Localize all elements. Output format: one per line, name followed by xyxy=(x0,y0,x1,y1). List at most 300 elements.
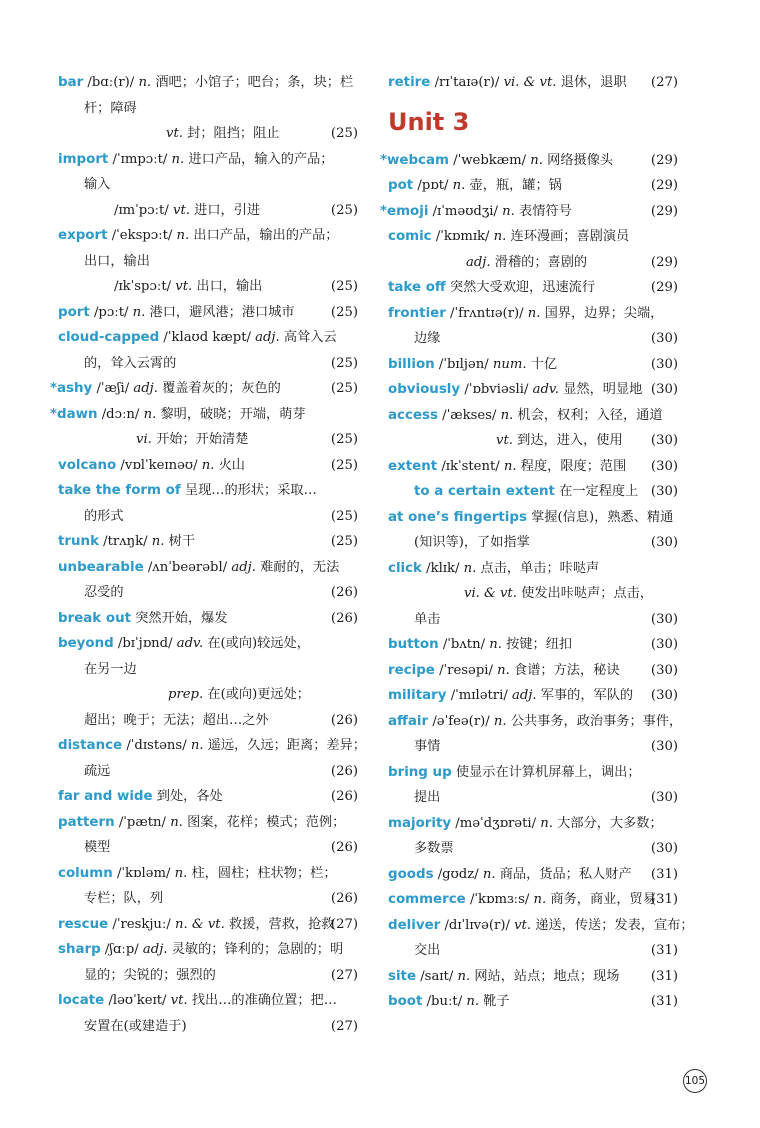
pronunciation: 呈现…的形状；采取… xyxy=(180,483,317,498)
headword: import xyxy=(58,151,109,167)
definition: 在(或向)更远处； xyxy=(203,687,310,702)
pronunciation: /məˈdʒɒrəti/ xyxy=(451,815,541,831)
part-of-speech: n. xyxy=(503,458,517,474)
pronunciation: /ləʊˈkeɪt/ xyxy=(104,993,171,1008)
definition-continued: 的，耸入云霄的 xyxy=(84,355,177,371)
vocab-line xyxy=(58,70,358,96)
part-of-speech: num. xyxy=(492,356,527,372)
definition: 在(或向)较远处， xyxy=(203,636,310,651)
definition: 港口，避风港；港口城市 xyxy=(145,304,295,320)
headword: rescue xyxy=(58,916,109,932)
pronunciation: /ˈkɒmɜːs/ xyxy=(465,892,534,907)
page-reference: (26) xyxy=(330,585,358,600)
vocab-line xyxy=(58,504,358,530)
pronunciation: /buːt/ xyxy=(422,994,467,1009)
part-of-speech: adj. xyxy=(511,688,537,703)
headword: click xyxy=(388,560,422,576)
page-reference: (29) xyxy=(650,203,678,219)
definition: 网络摄像头 xyxy=(542,152,614,168)
page-reference: (31) xyxy=(650,994,678,1009)
definition-continued: 超出；晚于；无法；超出…之外 xyxy=(84,712,269,728)
definition: 壶，瓶，罐；锅 xyxy=(465,178,562,193)
definition: 黎明，破晓；开端，萌芽 xyxy=(156,406,306,422)
definition: 商务，商业，贸易 xyxy=(546,892,656,907)
part-of-speech: n. xyxy=(530,152,543,168)
definition: 进口，引进 xyxy=(189,202,261,218)
part-of-speech: adj. xyxy=(255,330,280,345)
part-of-speech: n. xyxy=(463,560,477,576)
page-reference: (31) xyxy=(650,866,678,882)
page-reference: (30) xyxy=(650,458,678,474)
vocab-line xyxy=(58,810,358,836)
page-reference: (25) xyxy=(330,304,358,320)
vocab-line xyxy=(58,453,358,479)
vocab-line xyxy=(58,96,358,122)
pronunciation: /ˈekspɔːt/ xyxy=(107,228,177,243)
headword: distance xyxy=(58,738,123,753)
vocab-line xyxy=(58,478,358,504)
headword: export xyxy=(58,228,108,243)
pronunciation: /ˈmɪlətri/ xyxy=(446,688,512,703)
vocab-line xyxy=(388,326,678,352)
part-of-speech: n. xyxy=(497,662,510,678)
page-reference: (27) xyxy=(330,967,358,983)
definition: 按键；纽扣 xyxy=(501,637,573,652)
vocab-line xyxy=(388,632,678,658)
page-reference: (29) xyxy=(650,254,678,270)
pronunciation: /trʌŋk/ xyxy=(98,534,152,549)
part-of-speech: vt. xyxy=(496,433,513,448)
vocab-line xyxy=(58,912,358,938)
part-of-speech: n. xyxy=(132,304,146,320)
headword: pot xyxy=(388,178,414,193)
vocab-line xyxy=(388,428,678,454)
vocab-line xyxy=(388,70,678,96)
page-reference: (25) xyxy=(330,279,358,294)
pronunciation: 使显示在计算机屏幕上，调出； xyxy=(451,764,641,780)
pronunciation: /ˈæʃi/ xyxy=(92,381,134,396)
part-of-speech: n. xyxy=(143,406,157,422)
pronunciation: /pɔːt/ xyxy=(89,304,133,320)
definition-continued: 事情 xyxy=(414,739,441,754)
definition: 程度，限度；范围 xyxy=(516,458,627,474)
definition: 开始；开始清楚 xyxy=(151,432,249,447)
vocab-line xyxy=(58,198,358,224)
headword: cloud-capped xyxy=(58,330,160,345)
definition-continued: 在另一边 xyxy=(84,661,137,677)
definition-continued: 单击 xyxy=(414,611,441,627)
definition: 十亿 xyxy=(526,356,558,372)
pronunciation: /bɑː(r)/ xyxy=(83,75,139,90)
page-reference: (30) xyxy=(650,484,678,499)
page-reference: (30) xyxy=(650,688,678,703)
definition: 滑稽的；喜剧的 xyxy=(490,254,588,270)
pronunciation: /klɪk/ xyxy=(421,560,464,576)
pronunciation: /bɪˈjɒnd/ xyxy=(113,636,177,651)
headword: frontier xyxy=(388,305,446,321)
vocab-line xyxy=(58,861,358,887)
part-of-speech: n. xyxy=(170,814,183,830)
vocab-line xyxy=(388,454,678,480)
vocab-line xyxy=(58,172,358,198)
page-reference: (30) xyxy=(650,662,678,678)
part-of-speech: n. xyxy=(489,637,502,652)
page-reference: (29) xyxy=(650,280,678,295)
definition-continued: 多数票 xyxy=(414,841,454,856)
vocab-line xyxy=(388,403,678,429)
page-reference: (31) xyxy=(650,968,678,984)
vocab-line xyxy=(58,325,358,351)
vocab-line xyxy=(58,631,358,657)
vocab-line xyxy=(388,658,678,684)
page-reference: (26) xyxy=(330,840,358,855)
vocab-line xyxy=(58,555,358,581)
page-reference: (25) xyxy=(330,355,358,371)
headword: break out xyxy=(58,610,132,626)
part-of-speech: vt. xyxy=(514,917,532,933)
page-reference: (29) xyxy=(650,152,678,168)
headword: access xyxy=(388,407,438,423)
definition: 进口产品，输入的产品； xyxy=(184,151,334,167)
part-of-speech: vi. xyxy=(136,432,152,447)
right-column xyxy=(380,70,694,1015)
definition: 遥远，久远；距离；差异； xyxy=(203,738,366,753)
page-reference: (30) xyxy=(650,611,678,627)
definition: 网站，站点；地点；现场 xyxy=(470,968,620,984)
headword: trunk xyxy=(58,534,99,549)
definition: 火山 xyxy=(214,457,245,473)
headword: at one’s fingertips xyxy=(388,509,527,525)
headword: volcano xyxy=(58,457,117,473)
definition-continued: (知识等)，了如指掌 xyxy=(414,535,530,550)
definition-continued: 模型 xyxy=(84,840,111,855)
part-of-speech: n. xyxy=(500,407,514,423)
part-of-speech: n. xyxy=(151,534,165,549)
vocab-line xyxy=(388,607,678,633)
vocab-line xyxy=(388,173,678,199)
part-of-speech: prep. xyxy=(168,687,204,702)
definition: 难耐的，无法 xyxy=(255,559,340,575)
page-reference: (25) xyxy=(330,202,358,218)
vocab-line xyxy=(388,352,678,378)
part-of-speech: vt. xyxy=(175,279,193,294)
pronunciation: /saɪt/ xyxy=(416,968,458,984)
vocab-line xyxy=(388,785,678,811)
pronunciation: /ˈɒbviəsli/ xyxy=(460,382,533,397)
headword: affair xyxy=(388,713,429,729)
pronunciation: 到处，各处 xyxy=(152,789,223,804)
page-reference: (26) xyxy=(330,610,358,626)
part-of-speech: n. xyxy=(190,738,204,753)
pronunciation: /ˈbɪljən/ xyxy=(434,356,493,372)
page-reference: (25) xyxy=(330,457,358,473)
headword: military xyxy=(388,688,447,703)
headword: boot xyxy=(388,994,423,1009)
definition-continued: 出口，输出 xyxy=(84,253,150,269)
pronunciation: /ʃɑːp/ xyxy=(100,942,143,957)
vocab-line xyxy=(388,938,678,964)
headword: recipe xyxy=(388,662,435,678)
headword: locate xyxy=(58,993,105,1008)
definition: 找出…的准确位置；把… xyxy=(187,993,337,1008)
page-reference: (30) xyxy=(650,433,678,448)
pronunciation: /dɪˈlɪvə(r)/ xyxy=(440,917,515,933)
part-of-speech: n. xyxy=(482,866,496,882)
part-of-speech: adv. xyxy=(176,636,204,651)
vocab-line xyxy=(388,250,678,276)
pronunciation: 突然大受欢迎，迅速流行 xyxy=(445,280,596,295)
pronunciation: /ɪmˈpɔːt/ xyxy=(114,202,173,218)
page-reference: (26) xyxy=(330,763,358,779)
vocab-line xyxy=(388,913,694,939)
page-reference: (26) xyxy=(330,789,358,804)
vocab-line xyxy=(388,836,678,862)
part-of-speech: adj. xyxy=(142,942,168,957)
page-reference: (30) xyxy=(650,637,678,652)
page-reference: (27) xyxy=(330,916,358,932)
pronunciation: /ˈwebkæm/ xyxy=(448,152,531,168)
vocab-line xyxy=(58,121,358,147)
pronunciation: /ˈɪmpɔːt/ xyxy=(108,151,172,167)
definition: 封；阻挡；阻止 xyxy=(182,126,280,141)
part-of-speech: vt. xyxy=(170,993,188,1008)
page-reference: (25) xyxy=(330,534,358,549)
vocab-line xyxy=(58,708,358,734)
pronunciation: /ˈkɒləm/ xyxy=(112,865,175,881)
pronunciation: /ɪˈməʊdʒi/ xyxy=(428,203,503,219)
page-reference: (26) xyxy=(330,891,358,906)
part-of-speech: n. xyxy=(138,75,152,90)
definition: 救援，营救，抢救 xyxy=(224,916,335,932)
pronunciation: /dɔːn/ xyxy=(97,406,144,422)
page-reference: (29) xyxy=(650,178,678,193)
definition: 出口，输出 xyxy=(192,279,263,294)
pronunciation: /ˈklaʊd kæpt/ xyxy=(159,330,256,345)
vocab-line xyxy=(58,784,358,810)
part-of-speech: n. xyxy=(493,229,507,244)
headword: sharp xyxy=(58,942,101,957)
headword: billion xyxy=(388,356,435,372)
vocab-line xyxy=(388,709,683,735)
headword: to a certain extent xyxy=(414,484,555,499)
vocab-line xyxy=(58,529,358,555)
vocab-line xyxy=(58,657,358,683)
definition-continued: 输入 xyxy=(84,177,111,192)
definition-continued: 提出 xyxy=(414,790,441,805)
vocab-line xyxy=(388,377,678,403)
headword: port xyxy=(58,304,90,320)
vocab-line xyxy=(58,300,358,326)
unit-title: Unit 3 xyxy=(388,107,470,136)
page-reference: (31) xyxy=(650,943,678,958)
headword: majority xyxy=(388,815,452,831)
headword: *webcam xyxy=(380,152,449,168)
vocab-line xyxy=(388,683,678,709)
definition: 柱，圆柱；柱状物；栏； xyxy=(187,865,337,881)
vocab-line xyxy=(388,964,678,990)
vocab-line xyxy=(388,556,678,582)
page-reference: (25) xyxy=(330,381,358,396)
headword: *ashy xyxy=(50,381,93,396)
vocab-line xyxy=(380,148,678,174)
vocab-line xyxy=(388,275,678,301)
vocab-line xyxy=(58,937,358,963)
page-reference: (31) xyxy=(650,892,678,907)
definition: 大部分，大多数； xyxy=(552,815,663,831)
pronunciation: /əˈfeə(r)/ xyxy=(428,713,494,729)
vocab-line xyxy=(58,963,358,989)
definition: 食谱；方法，秘诀 xyxy=(509,662,620,678)
definition-continued: 的形式 xyxy=(84,508,124,524)
page-reference: (25) xyxy=(330,126,358,141)
vocab-line xyxy=(388,505,678,531)
definition: 使发出咔哒声；点击， xyxy=(516,586,654,601)
definition: 显然，明显地 xyxy=(559,382,643,397)
vocab-line xyxy=(58,580,358,606)
part-of-speech: vt. xyxy=(166,126,183,141)
headword: *dawn xyxy=(50,406,98,422)
part-of-speech: n. xyxy=(466,994,480,1009)
vocab-line xyxy=(58,351,358,377)
vocab-line xyxy=(388,760,678,786)
vocab-line xyxy=(58,759,358,785)
part-of-speech: vi. & vt. xyxy=(503,75,557,90)
part-of-speech: n. xyxy=(176,228,190,243)
page-reference: (30) xyxy=(650,331,678,346)
headword: bar xyxy=(58,75,84,90)
definition-continued: 边缘 xyxy=(414,331,441,346)
vocab-line xyxy=(388,581,678,607)
vocab-line xyxy=(388,989,678,1015)
part-of-speech: adj. xyxy=(133,381,158,396)
headword: obviously xyxy=(388,382,461,397)
vocab-line xyxy=(58,427,358,453)
pronunciation: /pɒt/ xyxy=(413,178,453,193)
headword: bring up xyxy=(388,764,452,780)
page-reference: (26) xyxy=(330,712,358,728)
definition: 连环漫画；喜剧演员 xyxy=(506,229,630,244)
page-reference: (25) xyxy=(330,508,358,524)
headword: pattern xyxy=(58,814,115,830)
definition: 高耸入云 xyxy=(279,330,337,345)
definition: 公共事务，政治事务；事件， xyxy=(506,713,683,729)
definition-continued: 安置在(或建造于) xyxy=(84,1018,187,1034)
part-of-speech: vi. & vt. xyxy=(464,586,517,601)
part-of-speech: n. xyxy=(171,151,185,167)
vocab-line xyxy=(58,606,358,632)
headword: *emoji xyxy=(380,203,429,219)
pronunciation: 在一定程度上 xyxy=(554,484,639,499)
pronunciation: /ˈbʌtn/ xyxy=(438,637,490,652)
vocab-line xyxy=(58,1014,358,1040)
definition-continued: 杆；障碍 xyxy=(84,100,137,116)
part-of-speech: n. xyxy=(533,892,547,907)
headword: deliver xyxy=(388,917,441,933)
page-reference: (27) xyxy=(330,1018,358,1034)
definition: 覆盖着灰的；灰色的 xyxy=(157,381,281,396)
pronunciation: 掌握(信息)，熟悉、精通 xyxy=(526,509,674,525)
headword: unbearable xyxy=(58,559,144,575)
definition: 表情符号 xyxy=(514,203,572,219)
definition-continued: 疏远 xyxy=(84,763,111,779)
page-reference: (30) xyxy=(650,356,678,372)
vocab-line xyxy=(50,376,358,402)
definition-continued: 专栏；队，列 xyxy=(84,891,164,906)
vocab-line xyxy=(380,199,678,225)
definition: 点击，单击；咔哒声 xyxy=(476,560,600,576)
part-of-speech: n. xyxy=(201,457,215,473)
vocab-line xyxy=(58,988,358,1014)
headword: button xyxy=(388,637,439,652)
headword: site xyxy=(388,968,417,984)
vocab-line xyxy=(58,886,358,912)
page-reference: (27) xyxy=(650,75,678,90)
definition: 机会，权利；入径，通道 xyxy=(513,407,663,423)
page-reference: (25) xyxy=(330,432,358,447)
vocab-line xyxy=(58,835,358,861)
definition: 到达，进入，使用 xyxy=(512,433,623,448)
pronunciation: /ˈreskjuː/ xyxy=(108,916,176,932)
vocab-line xyxy=(58,147,358,173)
part-of-speech: adv. xyxy=(532,382,559,397)
pronunciation: /ˈresəpi/ xyxy=(434,662,498,678)
vocab-line xyxy=(388,862,678,888)
page-reference: (30) xyxy=(650,535,678,550)
headword: far and wide xyxy=(58,789,153,804)
definition: 酒吧；小馆子；吧台；条，块；栏 xyxy=(151,75,354,90)
definition-continued: 显的；尖锐的；强烈的 xyxy=(84,967,216,983)
vocab-line xyxy=(388,479,678,505)
pronunciation: /vɒlˈkeɪnəʊ/ xyxy=(116,457,202,473)
definition: 靴子 xyxy=(479,994,510,1009)
pronunciation: /ˈækses/ xyxy=(437,407,501,423)
definition: 退休，退职 xyxy=(556,75,627,90)
page-reference: (30) xyxy=(650,382,678,397)
vocab-line xyxy=(58,223,358,249)
pronunciation: /ɪkˈstent/ xyxy=(437,458,504,474)
pronunciation: 突然开始，爆发 xyxy=(131,610,228,626)
vocab-line xyxy=(58,274,358,300)
page-reference: (30) xyxy=(650,841,678,856)
vocab-line xyxy=(388,530,678,556)
headword: take the form of xyxy=(58,483,181,498)
headword: goods xyxy=(388,866,434,882)
pronunciation: /rɪˈtaɪə(r)/ xyxy=(430,75,504,90)
part-of-speech: n. & vt. xyxy=(175,916,225,932)
part-of-speech: n. xyxy=(527,305,541,321)
definition: 灵敏的；锋利的；急剧的；明 xyxy=(167,942,344,957)
headword: commerce xyxy=(388,892,466,907)
definition-continued: 忍受的 xyxy=(84,585,124,600)
definition: 图案，花样；模式；范例； xyxy=(182,814,346,830)
part-of-speech: n. xyxy=(540,815,553,831)
headword: comic xyxy=(388,229,432,244)
page-reference: (30) xyxy=(650,739,678,754)
headword: beyond xyxy=(58,636,114,651)
part-of-speech: vt. xyxy=(173,202,190,218)
vocab-line xyxy=(388,301,678,327)
pronunciation: /ˈdɪstəns/ xyxy=(122,738,191,753)
definition: 国界，边界；尖端， xyxy=(540,305,664,321)
vocab-line xyxy=(58,249,358,275)
headword: extent xyxy=(388,458,438,474)
page-number: 105 xyxy=(683,1069,707,1093)
definition-continued: 交出 xyxy=(414,943,441,958)
headword: retire xyxy=(388,75,431,90)
part-of-speech: n. xyxy=(457,968,471,984)
pronunciation: /ˈpætn/ xyxy=(114,814,171,830)
part-of-speech: n. xyxy=(502,203,515,219)
